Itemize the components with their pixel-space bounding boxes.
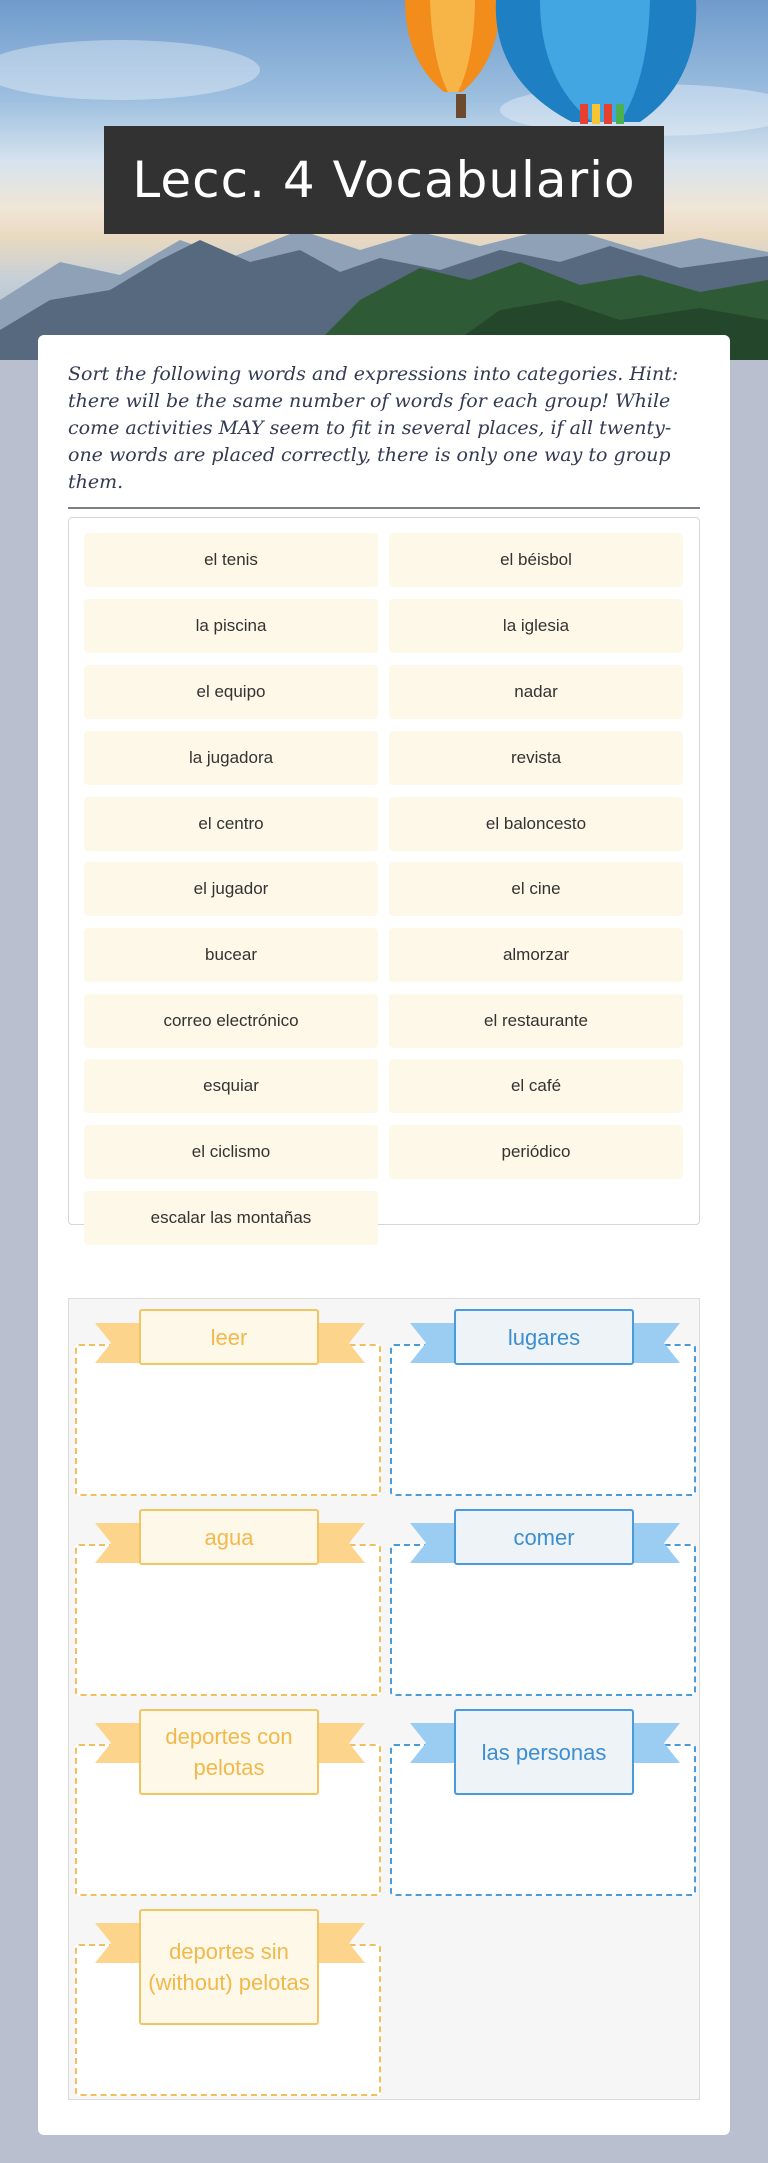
word-chip[interactable]: escalar las montañas xyxy=(84,1191,378,1245)
header-banner xyxy=(0,0,768,360)
word-chip[interactable]: el restaurante xyxy=(389,994,683,1048)
word-chip[interactable]: la jugadora xyxy=(84,731,378,785)
word-chip[interactable]: correo electrónico xyxy=(84,994,378,1048)
instructions-text: Sort the following words and expressions into categories. Hint: there will be the same number of words for each group! While come activities MAY seem to fit in several places, if all twenty-one words are placed correctly, there is only one way to group them. xyxy=(68,363,679,493)
word-chip[interactable]: el cine xyxy=(389,862,683,916)
word-chip[interactable]: el centro xyxy=(84,797,378,851)
word-chip[interactable]: el jugador xyxy=(84,862,378,916)
word-chip[interactable]: el baloncesto xyxy=(389,797,683,851)
category-board xyxy=(68,1298,700,2100)
word-chip[interactable]: el tenis xyxy=(84,533,378,587)
divider xyxy=(68,507,700,509)
word-chip[interactable]: esquiar xyxy=(84,1059,378,1113)
category-label-lugares: lugares xyxy=(454,1309,634,1365)
category-label-deportes-con-pelotas: deportes con pelotas xyxy=(139,1709,319,1795)
title-box xyxy=(104,126,664,234)
category-label-leer: leer xyxy=(139,1309,319,1365)
word-chip[interactable]: almorzar xyxy=(389,928,683,982)
word-chip[interactable]: la piscina xyxy=(84,599,378,653)
category-label-deportes-sin-pelotas: deportes sin (without) pelotas xyxy=(139,1909,319,2025)
word-chip[interactable]: el café xyxy=(389,1059,683,1113)
word-chip[interactable]: periódico xyxy=(389,1125,683,1179)
word-chip[interactable]: la iglesia xyxy=(389,599,683,653)
word-chip[interactable]: bucear xyxy=(84,928,378,982)
word-chip[interactable]: el equipo xyxy=(84,665,378,719)
page-title: Lecc. 4 Vocabulario xyxy=(132,151,636,209)
word-bank xyxy=(68,517,700,1225)
activity-card xyxy=(38,335,730,2135)
word-chip[interactable]: revista xyxy=(389,731,683,785)
word-chip[interactable]: nadar xyxy=(389,665,683,719)
category-label-las-personas: las personas xyxy=(454,1709,634,1795)
word-chip[interactable]: el béisbol xyxy=(389,533,683,587)
word-chip[interactable]: el ciclismo xyxy=(84,1125,378,1179)
category-label-comer: comer xyxy=(454,1509,634,1565)
category-label-agua: agua xyxy=(139,1509,319,1565)
